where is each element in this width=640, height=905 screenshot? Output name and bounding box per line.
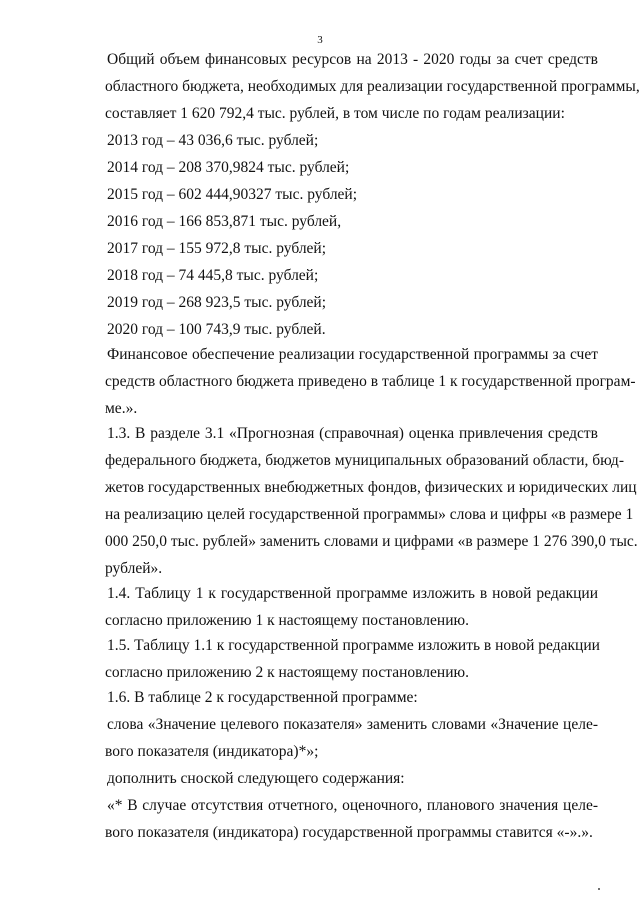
year-line-2017: 2017 год – 155 972,8 тыс. рублей; — [107, 240, 327, 257]
year-line-2018: 2018 год – 74 445,8 тыс. рублей; — [107, 267, 319, 284]
text-line: средств областного бюджета приведено в таблице 1 к государственной програм- — [105, 373, 636, 390]
text-line: вого показателя (индикатора)*»; — [105, 743, 319, 760]
scan-speck — [598, 888, 600, 890]
text-line: Общий объем финансовых ресурсов на 2013 - 2020 годы за счет средств — [107, 51, 598, 68]
text-line: дополнить сноской следующего содержания: — [107, 770, 405, 787]
text-line: 1.4. Таблицу 1 к государственной программе изложить в новой редакции — [107, 585, 598, 602]
text-line: жетов государственных внебюджетных фондов, физических и юридических лиц — [105, 479, 637, 496]
year-line-2020: 2020 год – 100 743,9 тыс. рублей. — [107, 321, 326, 338]
text-line: 000 250,0 тыс. рублей» заменить словами и цифрами «в размере 1 276 390,0 тыс. — [105, 533, 638, 550]
text-line: 1.3. В разделе 3.1 «Прогнозная (справочная) оценка привлечения средств — [107, 425, 598, 442]
text-line: федерального бюджета, бюджетов муниципальных образований области, бюд- — [105, 452, 624, 469]
year-line-2019: 2019 год – 268 923,5 тыс. рублей; — [107, 294, 327, 311]
text-line: 1.6. В таблице 2 к государственной программе: — [107, 689, 418, 706]
year-line-2016: 2016 год – 166 853,871 тыс. рублей, — [107, 213, 342, 230]
text-line: «* В случае отсутствия отчетного, оценочного, планового значения целе- — [107, 797, 598, 814]
page-number: 3 — [317, 34, 323, 46]
text-line: согласно приложению 2 к настоящему постановлению. — [105, 664, 469, 681]
text-line: рублей». — [105, 560, 163, 577]
text-line: ме.». — [105, 400, 138, 417]
year-line-2014: 2014 год – 208 370,9824 тыс. рублей; — [107, 159, 350, 176]
text-line: вого показателя (индикатора) государственной программы ставится «-».». — [105, 824, 593, 841]
text-line: Финансовое обеспечение реализации государственной программы за счет — [107, 346, 598, 363]
text-line: согласно приложению 1 к настоящему постановлению. — [105, 612, 469, 629]
text-line: составляет 1 620 792,4 тыс. рублей, в том числе по годам реализации: — [105, 105, 565, 122]
text-line: слова «Значение целевого показателя» заменить словами «Значение целе- — [107, 716, 598, 733]
text-line: на реализацию целей государственной программы» слова и цифры «в размере 1 — [105, 506, 634, 523]
text-line: 1.5. Таблицу 1.1 к государственной программе изложить в новой редакции — [107, 637, 600, 654]
text-line: областного бюджета, необходимых для реализации государственной программы, — [105, 78, 640, 95]
year-line-2015: 2015 год – 602 444,90327 тыс. рублей; — [107, 186, 358, 203]
year-line-2013: 2013 год – 43 036,6 тыс. рублей; — [107, 132, 319, 149]
